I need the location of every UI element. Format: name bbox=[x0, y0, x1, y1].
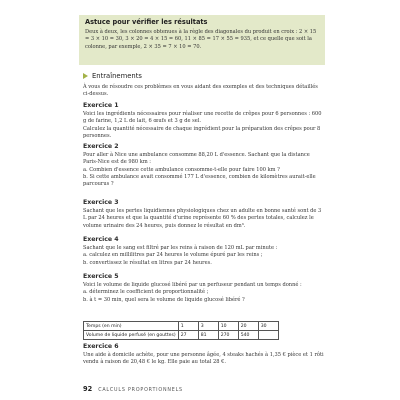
page-number: 92 bbox=[83, 385, 93, 393]
section-intro: À vous de résoudre ces problèmes en vous aidant des exemples et des techniques détaillés ci-dessus. bbox=[83, 84, 318, 98]
table-row bbox=[84, 322, 279, 331]
exercise-6-title: Exercice 6 bbox=[83, 343, 119, 350]
table-row-label: Volume de liquide perfusé (en gouttes) bbox=[84, 331, 179, 340]
table-row bbox=[84, 331, 279, 340]
tip-box bbox=[79, 15, 325, 65]
exercise-1-body bbox=[83, 111, 326, 140]
exercise-4-line-2: a. calculez en millilitres par 24 heures le volume épuré par les reins ; bbox=[83, 252, 263, 259]
table-cell: 30 bbox=[258, 322, 278, 331]
exercise-5-line-2: a. déterminez le coefficient de proportionnalité ; bbox=[83, 289, 209, 296]
exercise-4-title: Exercice 4 bbox=[83, 236, 119, 243]
exercise-4-line-1: Sachant que le sang est filtré par les reins à raison de 120 mL par minute : bbox=[83, 245, 278, 251]
exercise-3-title: Exercice 3 bbox=[83, 199, 119, 206]
exercise-5-line-1: Voici le volume de liquide glucosé libéré par un perfuseur pendant un temps donné : bbox=[83, 282, 302, 288]
exercise-3-body bbox=[83, 208, 326, 230]
section-title: Entraînements bbox=[92, 72, 142, 80]
running-footer-title: CALCULS PROPORTIONNELS bbox=[98, 388, 183, 393]
exercise-4-body bbox=[83, 245, 326, 267]
exercise-1-line-1: Voici les ingrédients nécessaires pour réaliser une recette de crêpes pour 6 personnes : 600 g de farine, 1,2 L de lait, 6 œufs et 3 g de sel. bbox=[83, 111, 322, 125]
exercise-2-title: Exercice 2 bbox=[83, 143, 119, 150]
exercise-1-line-2: Calculez la quantité nécessaire de chaque ingrédient pour la préparation des crêpes pour 8 personnes. bbox=[83, 125, 321, 139]
table-cell bbox=[258, 331, 278, 340]
perfusion-table bbox=[83, 321, 279, 340]
exercise-6-line-1: Une aide à domicile achète, pour une personne âgée, 4 steaks hachés à 1,35 € pièce et 1 rôti vendu à raison de 20,48 € le kg. Elle paie au total 28 €. bbox=[83, 352, 324, 366]
table-cell: 81 bbox=[198, 331, 218, 340]
table-cell: 27 bbox=[178, 331, 198, 340]
section-heading bbox=[83, 72, 142, 80]
table-cell: 10 bbox=[218, 322, 238, 331]
exercise-3-line-1: Sachant que les pertes liquidiennes physiologiques chez un adulte en bonne santé sont de 3 L par 24 heures et que la quantité d'urine représente 60 % des pertes totales, calculez le volume urinaire des 24 heures, puis donnez le résultat en dm³. bbox=[83, 208, 322, 229]
exercise-2-body bbox=[83, 152, 326, 188]
exercise-2-line-1: Pour aller à Nice une ambulance consomme 88,20 L d'essence. Sachant que la distance Paris-Nice est de 980 km : bbox=[83, 152, 310, 166]
triangle-bullet-icon bbox=[83, 73, 88, 79]
exercise-4-line-3: b. convertissez le résultat en litres par 24 heures. bbox=[83, 259, 212, 266]
exercise-1-title: Exercice 1 bbox=[83, 102, 119, 109]
exercise-2-line-3: b. Si cette ambulance avait consommé 177 L d'essence, combien de kilomètres aurait-elle parcourus ? bbox=[83, 173, 316, 188]
table-cell: 3 bbox=[198, 322, 218, 331]
exercise-5-title: Exercice 5 bbox=[83, 273, 119, 280]
exercise-2-line-2: a. Combien d'essence cette ambulance consomme-t-elle pour faire 100 km ? bbox=[83, 166, 280, 173]
exercise-5-line-3: b. à t = 30 min, quel sera le volume de liquide glucosé libéré ? bbox=[83, 296, 245, 303]
table-row-label: Temps (en min) bbox=[84, 322, 179, 331]
table-cell: 1 bbox=[178, 322, 198, 331]
exercise-6-body bbox=[83, 352, 326, 367]
table-cell: 540 bbox=[238, 331, 258, 340]
page-footer bbox=[83, 385, 183, 393]
exercise-5-body bbox=[83, 282, 326, 304]
tip-title: Astuce pour vérifier les résultats bbox=[85, 18, 208, 26]
table-cell: 270 bbox=[218, 331, 238, 340]
table-cell: 20 bbox=[238, 322, 258, 331]
tip-text: Deux à deux, les colonnes obtenues à la règle des diagonales du produit en croix : 2 × 15 = 3 × 10 = 30, 3 × 20 = 4 × 15 = 60, 11 × 85 = 17 × 55 = 935, et ce quelle que soit la colonne, par exemple, 2 × 35 = 7 × 10 = 70. bbox=[85, 29, 317, 50]
